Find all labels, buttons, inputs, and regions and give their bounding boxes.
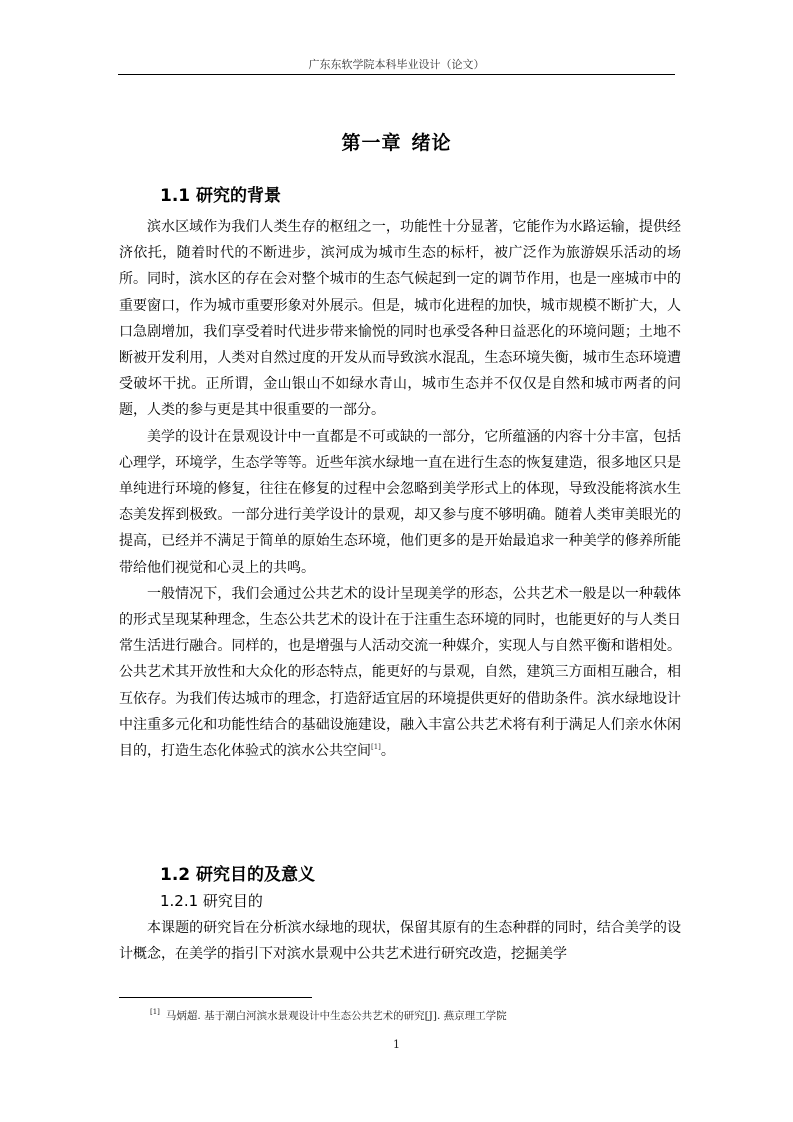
paragraph: 本课题的研究旨在分析滨水绿地的现状，保留其原有的生态种群的同时，结合美学的设计概念，在美学的指引下对滨水景观中公共艺术进行研究改造，挖掘美学 [119, 920, 681, 963]
footnote [150, 1004, 507, 1024]
footnote-text: 马炳超. 基于潮白河滨水景观设计中生态公共艺术的研究[J]. 燕京理工学院 [165, 1010, 507, 1022]
chapter-title [0, 128, 793, 155]
chapter-number: 第一章 [341, 132, 402, 154]
paragraph: 滨水区域作为我们人类生存的枢纽之一，功能性十分显著，它能作为水路运输，提供经济依托，随着时代的不断进步，滨河成为城市生态的标杆，被广泛作为旅游娱乐活动的场所。同时，滨水区的存在会对整个城市的生态气候起到一定的调节作用，也是一座城市中的重要窗口，作为城市重要形象对外展示。但是，城市化进程的加快，城市规模不断扩大，人口急剧增加，我们享受着时代进步带来愉悦的同时也承受各种日益恶化的环境问题；土地不断被开发利用，人类对自然过度的开发从而导致滨水混乱，生态环境失衡，城市生态环境遭受破坏干扰。正所谓，金山银山不如绿水青山，城市生态并不仅仅是自然和城市两者的问题，人类的参与更是其中很重要的一部分。 [119, 219, 681, 419]
running-header: 广东东软学院本科毕业设计（论文） [118, 55, 675, 75]
paragraph-text: 一般情况下，我们会通过公共艺术的设计呈现美学的形态，公共艺术一般是以一种载体的形式呈现某种理念，生态公共艺术的设计在于注重生态环境的同时，也能更好的与人类日常生活进行融合。同样的，也是增强与人活动交流一种媒介，实现人与自然平衡和谐相处。公共艺术其开放性和大众化的形态特点，能更好的与景观，自然，建筑三方面相互融合，相互依存。为我们传达城市的理念，打造舒适宜居的环境提供更好的借助条件。滨水绿地设计中注重多元化和功能性结合的基础设施建设，融入丰富公共艺术将有利于满足人们亲水休闲目的，打造生态化体验式的滨水公共空间 [119, 585, 681, 760]
section-1-1-body [119, 214, 681, 764]
paragraph: 美学的设计在景观设计中一直都是不可或缺的一部分，它所蕴涵的内容十分丰富，包括心理学，环境学，生态学等等。近些年滨水绿地一直在进行生态的恢复建造，很多地区只是单纯进行环境的修复，往往在修复的过程中会忽略到美学形式上的体现，导致没能将滨水生态美发挥到极致。一部分进行美学设计的景观，却又参与度不够明确。随着人类审美眼光的提高，已经并不满足于简单的原始生态环境，他们更多的是开始最追求一种美学的修养所能带给他们视觉和心灵上的共鸣。 [119, 428, 681, 576]
paragraph [119, 581, 681, 764]
subsection-heading-1-2-1: 1.2.1 研究目的 [160, 892, 263, 910]
chapter-name: 绪论 [411, 132, 452, 154]
section-heading-1-2: 1.2 研究目的及意义 [160, 865, 316, 885]
footnote-divider [119, 997, 312, 998]
citation-marker[interactable]: [1] [371, 743, 381, 752]
section-1-2-body [119, 915, 681, 967]
footnote-marker: [1] [150, 1008, 160, 1016]
section-heading-1-1: 1.1 研究的背景 [160, 186, 282, 206]
paragraph-end: 。 [380, 743, 395, 760]
page-number: 1 [393, 1038, 400, 1051]
